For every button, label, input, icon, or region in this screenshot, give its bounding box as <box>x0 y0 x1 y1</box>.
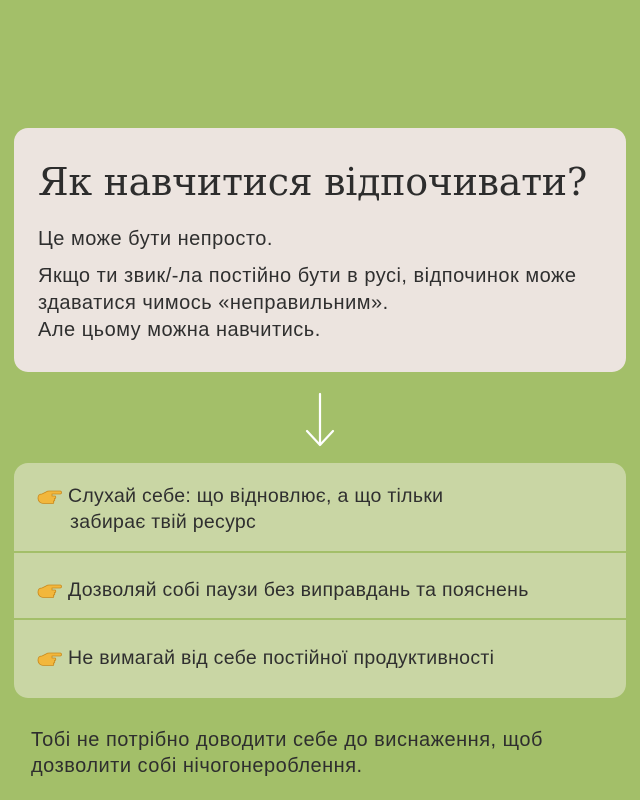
intro-paragraph-2-text: Якщо ти звик/-ла постійно бути в русі, відпочинок може здаватися чимось «неправильним». <box>38 265 577 314</box>
pointing-hand-icon <box>36 577 64 601</box>
tip-item <box>14 577 626 603</box>
intro-card <box>14 128 626 372</box>
pointing-hand-icon <box>36 645 64 669</box>
divider <box>14 618 626 620</box>
tip-text: Дозволяй собі паузи без виправдань та пояснень <box>68 579 529 601</box>
footer-text: Тобі не потрібно доводити себе до виснаження, щоб дозволити собі нічогонероблення. <box>31 729 543 777</box>
tip-text <box>68 483 443 535</box>
intro-paragraph-1: Це може бути непросто. <box>38 228 273 250</box>
pointing-hand-icon <box>36 483 64 507</box>
tip-text-line: забирає твій ресурс <box>70 511 257 533</box>
tip-text-line: Слухай себе: що відновлює, а що тільки <box>68 485 444 507</box>
tip-item <box>14 483 626 535</box>
page-title: Як навчитися відпочивати? <box>38 160 587 204</box>
tip-item <box>14 645 626 671</box>
divider <box>14 551 626 553</box>
tip-text: Не вимагай від себе постійної продуктивності <box>68 647 495 669</box>
intro-paragraph-2-closing: Але цьому можна навчитись. <box>38 319 321 341</box>
tips-card <box>14 463 626 698</box>
intro-paragraph-2 <box>38 263 602 344</box>
down-arrow-icon <box>0 388 640 452</box>
